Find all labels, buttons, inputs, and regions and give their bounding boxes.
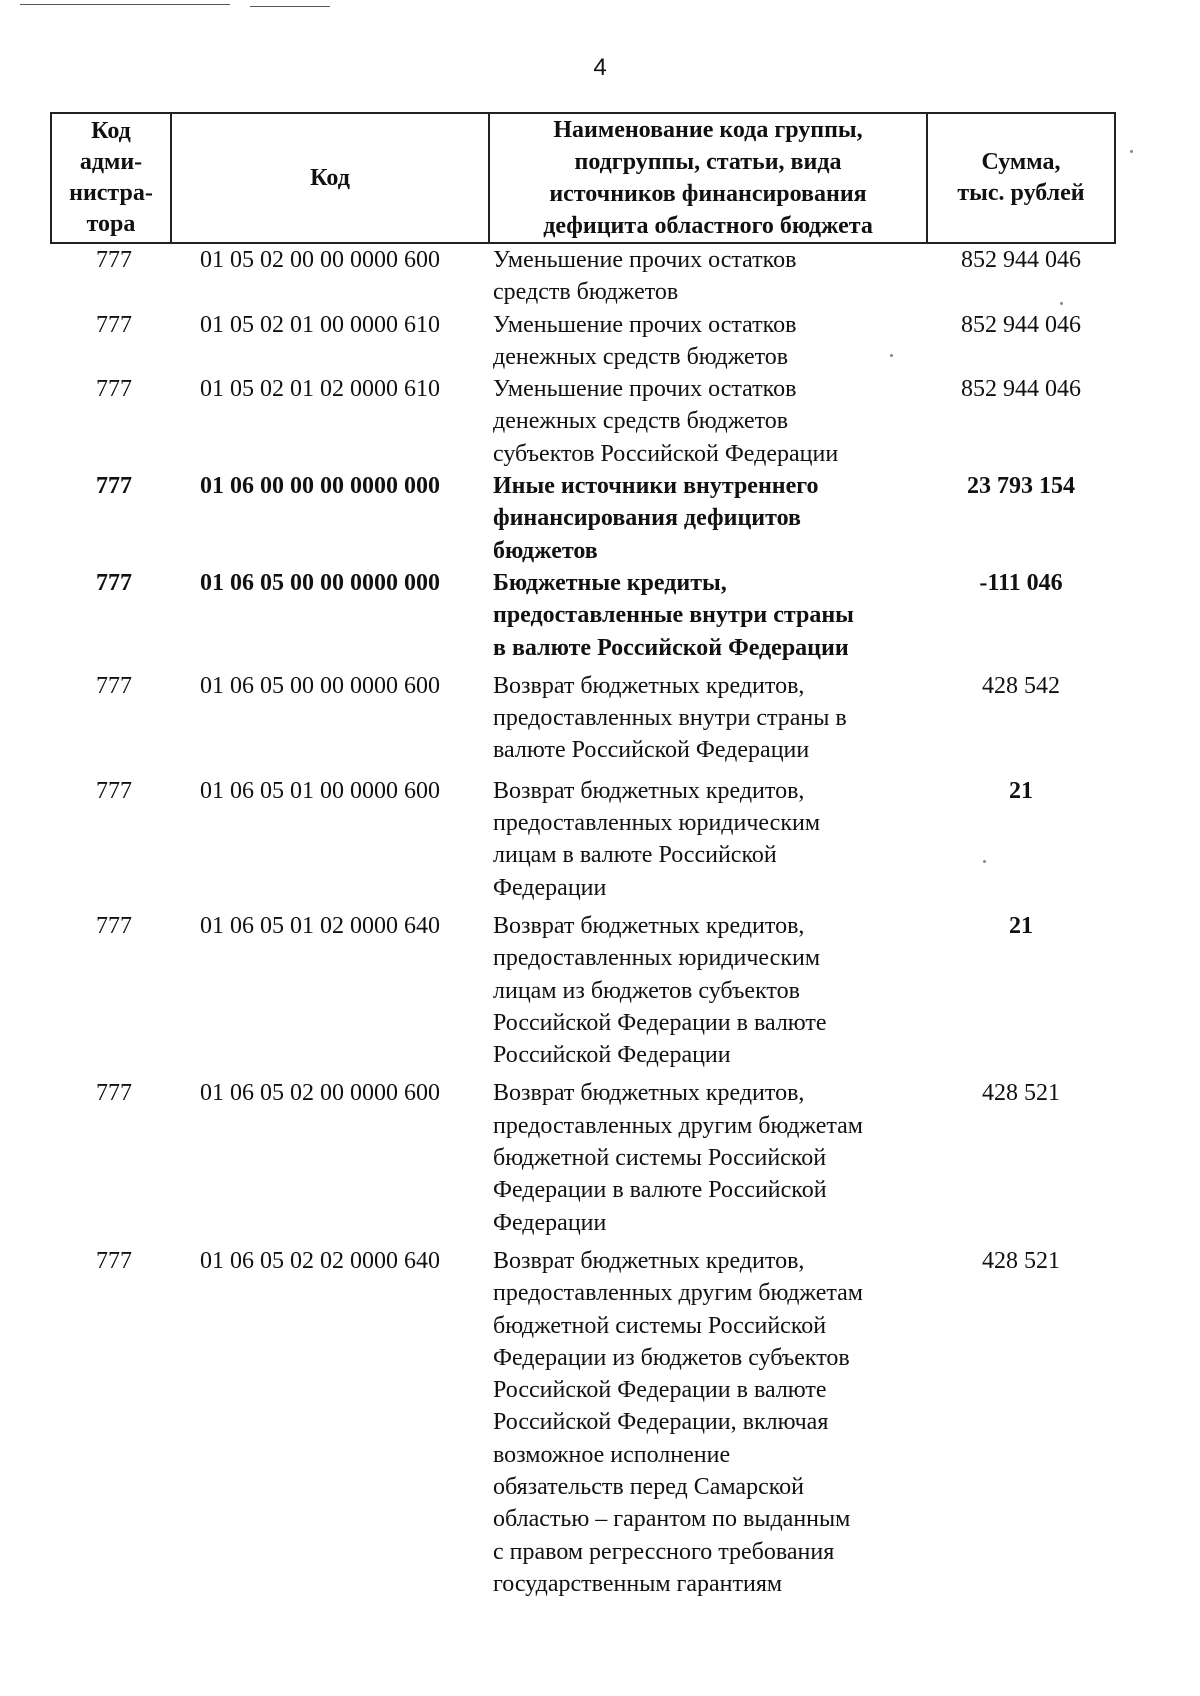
name-line: предоставленных другим бюджетам: [493, 1112, 863, 1139]
name-line: возможное исполнение: [493, 1441, 731, 1468]
cell-name: [488, 910, 926, 1071]
table-row: [50, 775, 1116, 904]
table-row: [50, 1077, 1116, 1238]
header-name-text: Наименование кода группы, подгруппы, статьи, вида источников финансирования дефицита областного бюджета: [543, 117, 873, 239]
name-line: Российской Федерации в валюте: [493, 1009, 827, 1036]
cell-name: [488, 309, 926, 374]
header-name: [490, 114, 928, 242]
cell-admin-code: 777: [96, 376, 132, 403]
name-line: денежных средств бюджетов: [493, 408, 789, 435]
header-code: [172, 114, 490, 242]
name-line: Федерации в валюте Российской: [493, 1177, 827, 1204]
cell-name: [488, 244, 926, 309]
name-line: Возврат бюджетных кредитов,: [493, 777, 805, 804]
cell-sum: 428 521: [982, 1247, 1060, 1274]
name-line: Российской Федерации в валюте: [493, 1377, 827, 1404]
name-line: Бюджетные кредиты,: [493, 569, 727, 596]
name-line: денежных средств бюджетов: [493, 343, 789, 370]
cell-admin-code: 777: [96, 247, 132, 273]
name-line: в валюте Российской Федерации: [493, 634, 849, 661]
name-line: Российской Федерации: [493, 1042, 731, 1069]
cell-admin-code: 777: [96, 1247, 132, 1274]
cell-admin-code: 777: [96, 672, 132, 699]
scan-speck: [1130, 150, 1133, 153]
scan-artifact-line: [20, 4, 230, 5]
name-line: предоставленных юридическим: [493, 810, 821, 837]
header-sum-text: Сумма, тыс. рублей: [957, 149, 1085, 206]
name-line: лицам в валюте Российской: [493, 842, 777, 869]
header-code-text: Код: [310, 164, 350, 191]
name-line: Возврат бюджетных кредитов,: [493, 1247, 805, 1274]
name-line: Уменьшение прочих остатков: [493, 247, 797, 273]
scan-speck: [1060, 302, 1063, 305]
cell-sum: 21: [1009, 777, 1033, 804]
cell-code: 01 05 02 01 02 0000 610: [200, 376, 440, 403]
cell-code: 01 06 00 00 00 0000 000: [200, 473, 440, 500]
table-row: [50, 670, 1116, 767]
header-admin-code-text: Код адми- нистра- тора: [69, 118, 153, 237]
cell-admin-code: 777: [96, 912, 132, 939]
name-line: Федерации: [493, 874, 607, 901]
cell-name: [488, 670, 926, 767]
cell-admin-code: 777: [96, 569, 132, 596]
cell-code: 01 06 05 01 00 0000 600: [200, 777, 440, 804]
name-line: Российской Федерации, включая: [493, 1409, 829, 1436]
table-body: [50, 244, 1116, 1600]
name-line: предоставленные внутри страны: [493, 602, 854, 629]
table-row: [50, 373, 1116, 470]
name-line: предоставленных внутри страны в: [493, 705, 847, 732]
cell-code: 01 06 05 01 02 0000 640: [200, 912, 440, 939]
cell-sum: 852 944 046: [961, 247, 1081, 273]
header-sum: [928, 114, 1114, 242]
name-line: областью – гарантом по выданным: [493, 1506, 851, 1533]
name-line: Федерации из бюджетов субъектов: [493, 1344, 850, 1371]
cell-sum: 852 944 046: [961, 311, 1081, 338]
cell-code: 01 06 05 00 00 0000 000: [200, 569, 440, 596]
table-row: [50, 1245, 1116, 1600]
name-line: средств бюджетов: [493, 279, 679, 306]
name-line: Возврат бюджетных кредитов,: [493, 672, 805, 699]
name-line: предоставленных юридическим: [493, 945, 821, 972]
cell-code: 01 05 02 00 00 0000 600: [200, 247, 440, 273]
cell-name: [488, 1245, 926, 1600]
name-line: бюджетов: [493, 537, 598, 564]
cell-admin-code: 777: [96, 1080, 132, 1107]
name-line: государственным гарантиям: [493, 1570, 783, 1597]
table-header: [50, 112, 1116, 244]
cell-admin-code: 777: [96, 473, 132, 500]
cell-name: [488, 567, 926, 664]
name-line: Возврат бюджетных кредитов,: [493, 912, 805, 939]
cell-sum: 21: [1009, 912, 1033, 939]
name-line: Возврат бюджетных кредитов,: [493, 1080, 805, 1107]
cell-name: [488, 1077, 926, 1238]
cell-admin-code: 777: [96, 777, 132, 804]
name-line: лицам из бюджетов субъектов: [493, 977, 800, 1004]
name-line: бюджетной системы Российской: [493, 1312, 827, 1339]
cell-code: 01 06 05 02 00 0000 600: [200, 1080, 440, 1107]
table-row: [50, 567, 1116, 664]
cell-sum: -111 046: [979, 569, 1063, 596]
table-row: [50, 910, 1116, 1071]
table-row: [50, 309, 1116, 374]
scan-speck: [983, 860, 986, 863]
cell-code: 01 06 05 02 02 0000 640: [200, 1247, 440, 1274]
cell-name: [488, 373, 926, 470]
page-number: 4: [593, 54, 607, 81]
cell-sum: 428 521: [982, 1080, 1060, 1107]
scan-artifact-line: [250, 6, 330, 7]
cell-sum: 23 793 154: [967, 473, 1075, 500]
table-row: [50, 244, 1116, 309]
header-admin-code: [52, 114, 172, 242]
cell-sum: 428 542: [982, 672, 1060, 699]
cell-code: 01 06 05 00 00 0000 600: [200, 672, 440, 699]
name-line: предоставленных другим бюджетам: [493, 1280, 863, 1307]
cell-sum: 852 944 046: [961, 376, 1081, 403]
cell-name: [488, 470, 926, 567]
name-line: финансирования дефицитов: [493, 505, 801, 532]
name-line: валюте Российской Федерации: [493, 737, 810, 764]
name-line: Уменьшение прочих остатков: [493, 376, 797, 403]
name-line: субъектов Российской Федерации: [493, 440, 839, 467]
name-line: Федерации: [493, 1209, 607, 1236]
cell-code: 01 05 02 01 00 0000 610: [200, 311, 440, 338]
scan-speck: [890, 354, 893, 357]
name-line: обязательств перед Самарской: [493, 1473, 805, 1500]
cell-name: [488, 775, 926, 904]
name-line: Уменьшение прочих остатков: [493, 311, 797, 338]
cell-admin-code: 777: [96, 311, 132, 338]
table-row: [50, 470, 1116, 567]
name-line: Иные источники внутреннего: [493, 473, 819, 500]
name-line: с правом регрессного требования: [493, 1538, 835, 1565]
name-line: бюджетной системы Российской: [493, 1145, 827, 1172]
